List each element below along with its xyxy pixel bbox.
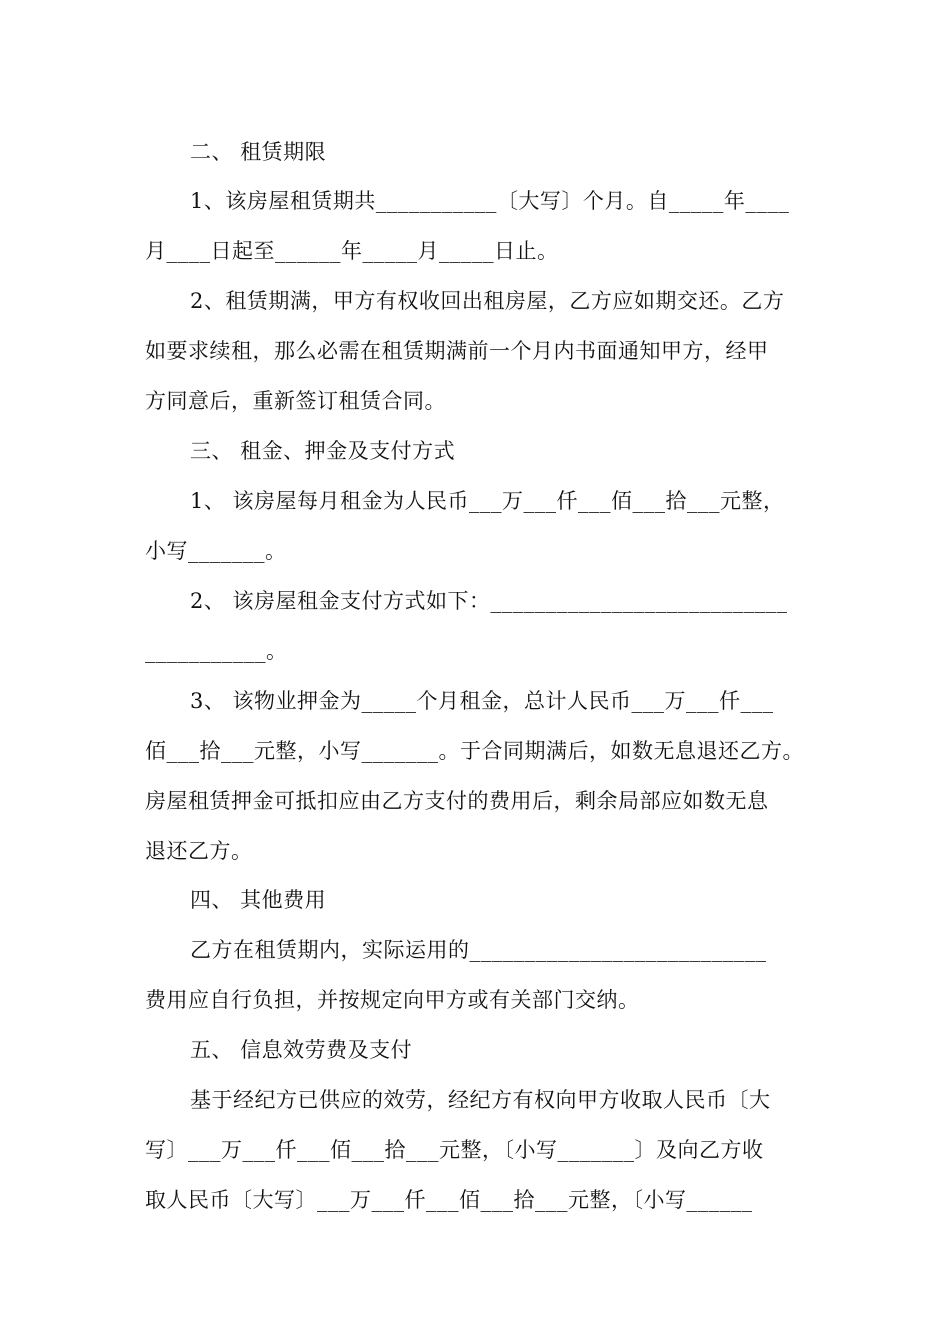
- paragraph-line: 2、 该房屋租金支付方式如下：___________________________: [190, 589, 788, 613]
- paragraph-line: 小写_______。: [145, 539, 287, 563]
- paragraph-line: 费用应自行负担，并按规定向甲方或有关部门交纳。: [145, 988, 640, 1012]
- paragraph-line: 佰___拾___元整，小写_______。于合同期满后，如数无息退还乙方。: [145, 739, 804, 763]
- section-heading-other-fees: 四、 其他费用: [190, 888, 327, 912]
- paragraph-line: ___________。: [145, 639, 288, 663]
- paragraph-line: 房屋租赁押金可抵扣应由乙方支付的费用后，剩余局部应如数无息: [145, 789, 769, 813]
- section-heading-service-fee: 五、 信息效劳费及支付: [190, 1038, 413, 1062]
- paragraph-line: 1、 该房屋每月租金为人民币___万___仟___佰___拾___元整，: [190, 489, 785, 513]
- paragraph-line: 写〕___万___仟___佰___拾___元整，〔小写_______〕及向乙方收: [145, 1138, 764, 1162]
- paragraph-line: 方同意后，重新签订租赁合同。: [145, 389, 446, 413]
- section-heading-lease-term: 二、 租赁期限: [190, 140, 327, 164]
- paragraph-line: 月____日起至______年_____月_____日止。: [145, 239, 559, 263]
- paragraph-line: 1、该房屋租赁期共___________〔大写〕个月。自_____年____: [190, 189, 790, 213]
- section-heading-rent-deposit: 三、 租金、押金及支付方式: [190, 439, 456, 463]
- paragraph-line: 乙方在租赁期内，实际运用的___________________________: [190, 938, 767, 962]
- paragraph-line: 如要求续租，那么必需在租赁期满前一个月内书面通知甲方，经甲: [145, 339, 769, 363]
- paragraph-line: 3、 该物业押金为_____个月租金，总计人民币___万___仟___: [190, 689, 774, 713]
- paragraph-line: 2、租赁期满，甲方有权收回出租房屋，乙方应如期交还。乙方: [190, 289, 785, 313]
- paragraph-line: 基于经纪方已供应的效劳，经纪方有权向甲方收取人民币〔大: [190, 1088, 771, 1112]
- paragraph-line: 退还乙方。: [145, 839, 253, 863]
- paragraph-line: 取人民币〔大写〕___万___仟___佰___拾___元整，〔小写______: [145, 1188, 753, 1212]
